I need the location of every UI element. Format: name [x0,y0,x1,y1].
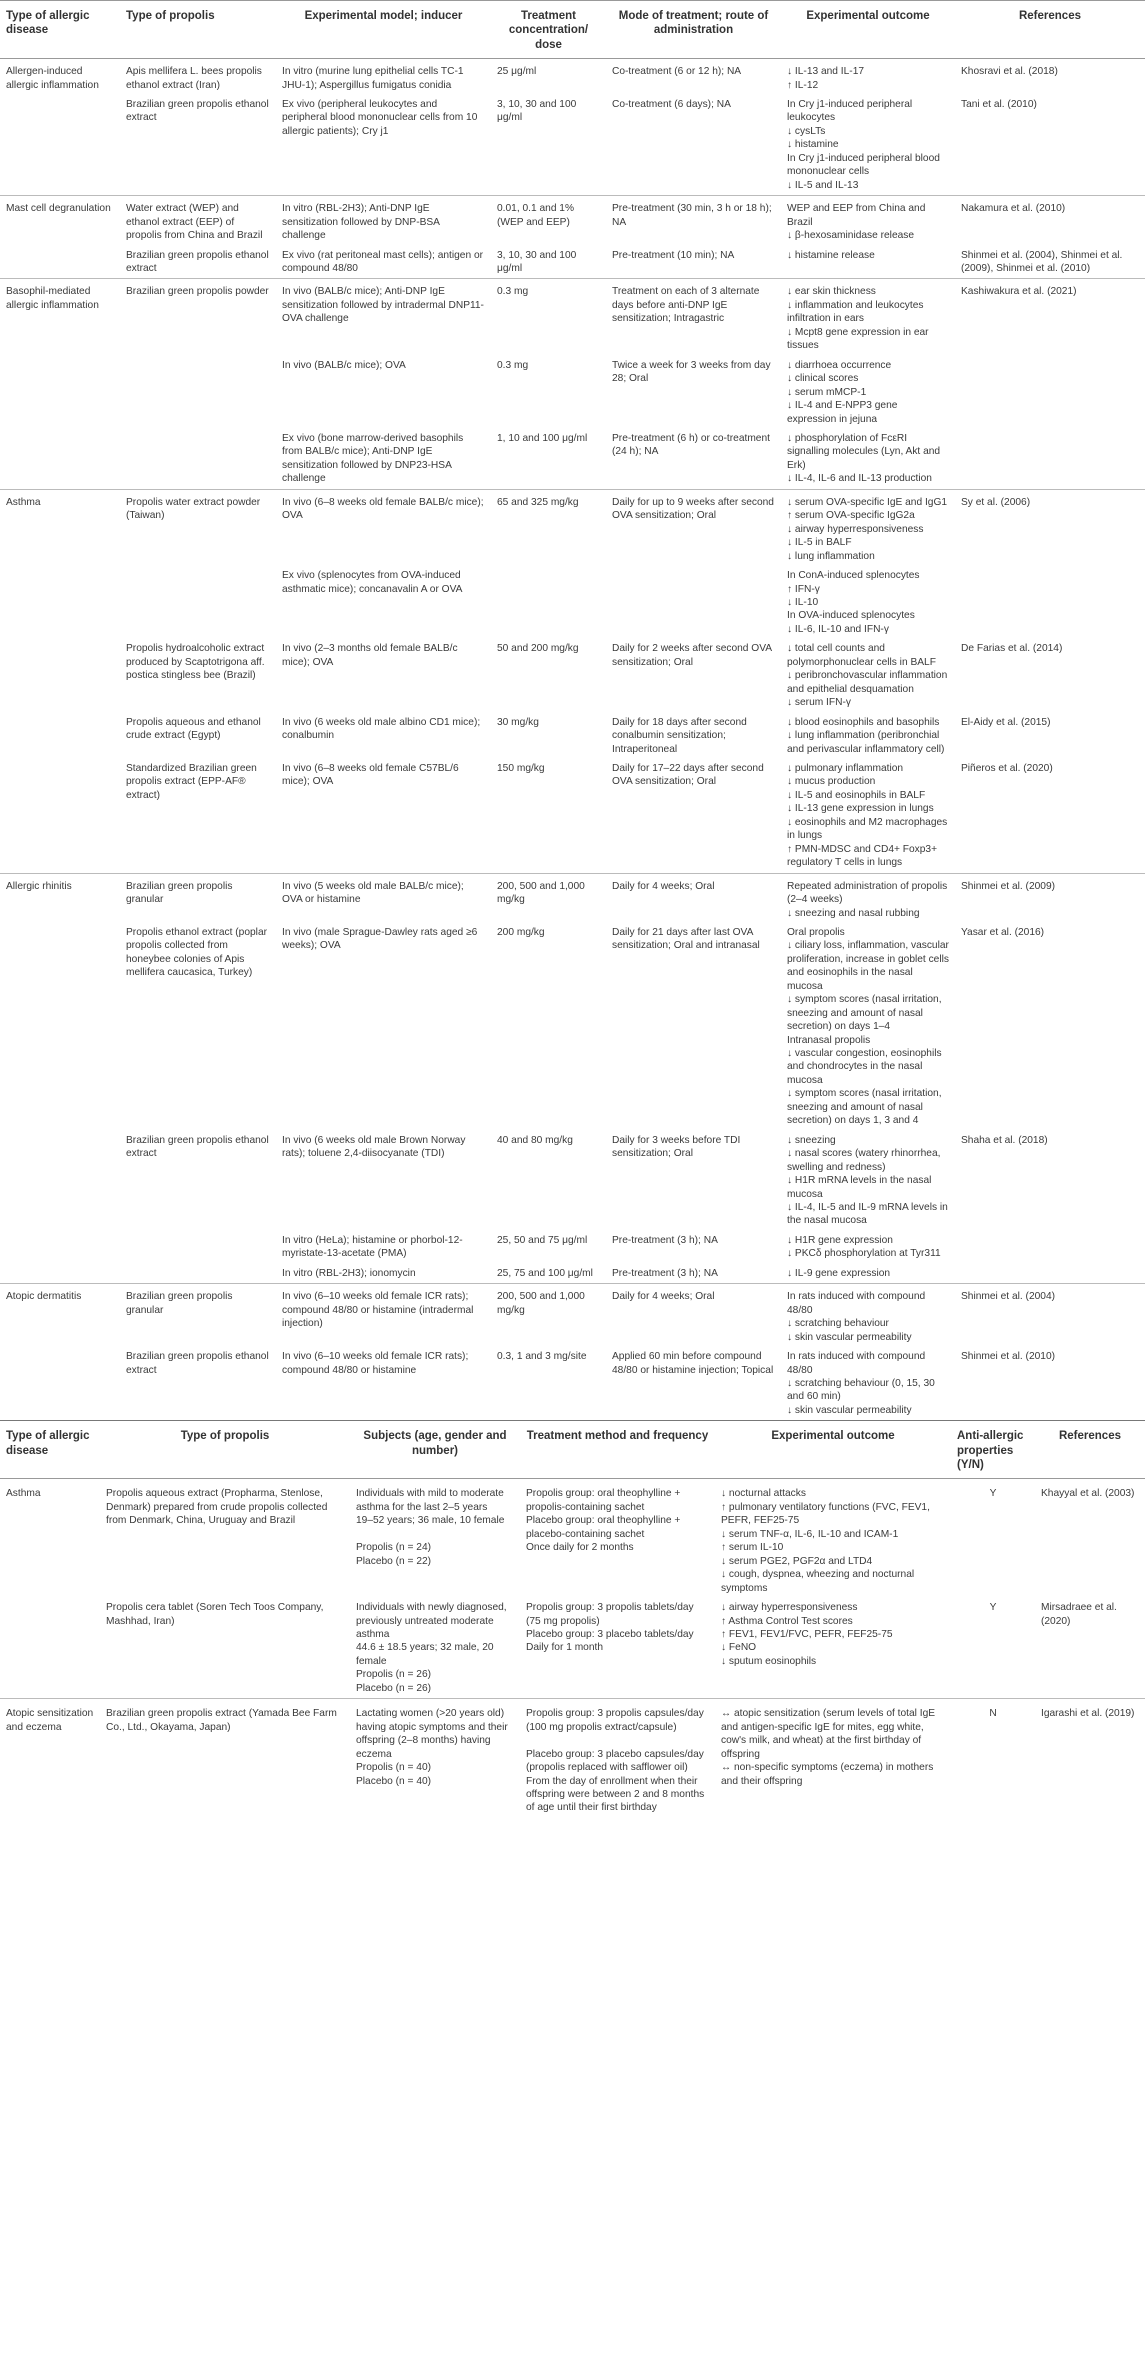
line-item: ↓ IL-4 and E-NPP3 gene expression in jejuna [787,400,898,425]
line-item: ↓ blood eosinophils and basophils [787,716,940,728]
line-item: ↓ IL-6, IL-10 and IFN-γ [787,623,889,635]
cell-dose: 0.3 mg [491,279,606,356]
cell-reference: Mirsadraee et al. (2020) [1041,1602,1117,1627]
line-item: ↔ atopic sensitization (serum levels of total IgE and antigen-specific IgE for mites, egg white, cow's milk, and wheat) at the first birthday of offspring [721,1708,936,1760]
col-header-references: References [955,1,1145,59]
cell-propolis: Propolis water extract powder (Taiwan) [120,489,276,566]
table-row [0,1598,1145,1699]
table-row [0,923,1145,1131]
cell-mode: Daily for 3 weeks before TDI sensitization; Oral [612,1134,741,1160]
table-header-row [0,1,1145,59]
cell-model: Ex vivo (splenocytes from OVA-induced asthmatic mice); concanavalin A or OVA [282,570,463,595]
cell-disease: Allergen-induced allergic inflammation [0,59,120,95]
line-item: ↓ serum mMCP-1 [787,386,867,398]
cell-disease [0,1347,120,1420]
line-item: ↓ mucus production [787,776,876,788]
cell-disease [0,246,120,279]
cell-model: In vivo (6–10 weeks old female ICR rats); compound 48/80 or histamine [282,1351,469,1376]
line-item: From the day of enrollment when their offspring were between 2 and 8 months of age until their first birthday [526,1775,705,1814]
table-row [0,1231,1145,1264]
cell-outcome [781,59,955,95]
line-item: ↓ sputum eosinophils [721,1655,817,1667]
cell-anti-allergic: Y [951,1479,1035,1598]
cell-model: Ex vivo (bone marrow-derived basophils from BALB/c mice); Anti-DNP IgE sensitization followed by DNP23-HSA challenge [282,433,464,485]
col-header-outcome: Experimental outcome [781,1,955,59]
line-item: ↑ IFN-γ [787,583,820,595]
cell-dose: 50 and 200 mg/kg [497,643,579,655]
line-item: ↔ non-specific symptoms (eczema) in mothers and their offspring [721,1762,934,1787]
cell-dose: 0.01, 0.1 and 1% (WEP and EEP) [491,196,606,246]
table-row [0,429,1145,489]
cell-dose: 150 mg/kg [497,762,545,774]
line-item: ↓ serum OVA-specific IgE and IgG1 [787,496,948,508]
cell-reference [955,356,1145,429]
cell-reference: De Farias et al. (2014) [961,643,1063,655]
col-header-propolis: Type of propolis [120,1,276,59]
cell-dose: 200 mg/kg [497,926,545,938]
line-item: Individuals with mild to moderate asthma for the last 2–5 years [356,1488,504,1513]
cell-reference [955,1264,1145,1284]
line-item: ↓ serum PGE2, PGF2α and LTD4 [721,1555,873,1567]
line-item: Placebo group: 3 placebo tablets/day [526,1629,694,1641]
line-item: ↓ IL-4, IL-5 and IL-9 mRNA levels in the nasal mucosa [787,1202,948,1227]
line-item: ↓ pulmonary inflammation [787,762,904,774]
line-item: ↓ serum TNF-α, IL-6, IL-10 and ICAM-1 [721,1528,899,1540]
line-item: ↓ H1R mRNA levels in the nasal mucosa [787,1175,932,1200]
cell-dose: 3, 10, 30 and 100 μg/ml [497,249,577,275]
col-header-dose: Treatment concentration/ dose [491,1,606,59]
cell-outcome [781,1231,955,1264]
line-item: Propolis group: 3 propolis tablets/day (75 mg propolis) [526,1602,694,1627]
line-item: ↓ IL-13 and IL-17 [787,66,865,78]
cell-model: In vivo (2–3 months old female BALB/c mice); OVA [282,643,458,668]
line-item: Placebo group: oral theophylline + placebo-containing sachet [526,1515,681,1540]
cell-mode: Pre-treatment (10 min); NA [612,249,735,261]
line-item: In rats induced with compound 48/80 [787,1291,926,1316]
cell-dose: 0.3 mg [497,359,529,371]
cell-disease [0,95,120,196]
cell-outcome [715,1598,951,1699]
cell-outcome [781,713,955,759]
line-item: ↓ β-hexosaminidase release [787,230,915,242]
cell-mode: Co-treatment (6 or 12 h); NA [606,59,781,95]
line-item: Oral propolis [787,926,845,938]
line-item: ↓ skin vascular permeability [787,1331,912,1343]
line-item: ↓ IL-4, IL-6 and IL-13 production [787,473,932,485]
cell-reference: Tani et al. (2010) [961,99,1037,111]
line-item: ↑ serum IL-10 [721,1542,784,1554]
cell-dose: 0.3, 1 and 3 mg/site [497,1351,587,1363]
cell-mode: Pre-treatment (3 h); NA [612,1267,718,1279]
col-header-disease: Type of allergic disease [0,1,120,59]
cell-dose: 1, 10 and 100 μg/ml [497,433,588,444]
cell-reference [955,429,1145,489]
line-item: In ConA-induced splenocytes [787,570,920,582]
line-item [526,1734,709,1747]
cell-reference: Shinmei et al. (2009) [955,873,1145,923]
col-header-references: References [1035,1421,1145,1479]
cell-model: In vitro (RBL-2H3); ionomycin [282,1267,416,1279]
cell-reference: Khayyal et al. (2003) [1035,1479,1145,1598]
cell-outcome [781,873,955,923]
cell-propolis: Brazilian green propolis ethanol extract [126,1134,269,1160]
line-item: Propolis (n = 40) [356,1762,432,1774]
cell-mode: Applied 60 min before compound 48/80 or histamine injection; Topical [612,1351,774,1376]
cell-mode: Daily for up to 9 weeks after second OVA sensitization; Oral [606,489,781,566]
cell-model: In vitro (HeLa); histamine or phorbol-12-myristate-13-acetate (PMA) [282,1234,463,1260]
cell-propolis: Brazilian green propolis granular [120,873,276,923]
cell-outcome [781,1264,955,1284]
cell-mode: Daily for 17–22 days after second OVA sensitization; Oral [612,762,764,788]
table-header-row [0,1421,1145,1479]
line-item: In Cry j1-induced peripheral leukocytes [787,99,913,124]
cell-reference: Shinmei et al. (2004), Shinmei et al. (2009), Shinmei et al. (2010) [961,249,1123,275]
line-item: ↓ airway hyperresponsiveness [787,523,924,535]
cell-reference: Piñeros et al. (2020) [961,762,1053,774]
cell-reference: Kashiwakura et al. (2021) [955,279,1145,356]
cell-reference: El-Aidy et al. (2015) [961,716,1051,728]
cell-dose: 200, 500 and 1,000 mg/kg [491,873,606,923]
cell-model: In vivo (6–8 weeks old female C57BL/6 mice); OVA [282,762,459,788]
line-item: Repeated administration of propolis (2–4 weeks) [787,880,948,906]
cell-mode: Pre-treatment (30 min, 3 h or 18 h); NA [606,196,781,246]
cell-reference: Yasar et al. (2016) [961,926,1045,938]
cell-disease [0,1231,120,1264]
cell-outcome [781,923,955,1131]
line-item: ↓ nocturnal attacks [721,1488,806,1500]
col-header-subjects: Subjects (age, gender and number) [350,1421,520,1479]
cell-mode: Treatment on each of 3 alternate days before anti-DNP IgE sensitization; Intragastric [606,279,781,356]
table-row [0,759,1145,873]
line-item: Individuals with newly diagnosed, previously untreated moderate asthma [356,1602,507,1641]
line-item [356,1528,514,1541]
cell-subjects [350,1479,520,1598]
cell-model: In vivo (6 weeks old male albino CD1 mice); conalbumin [282,716,481,742]
cell-model: In vivo (6–8 weeks old female BALB/c mice); OVA [276,489,491,566]
cell-treatment [520,1699,715,1818]
cell-disease [0,566,120,639]
col-header-propolis: Type of propolis [100,1421,350,1479]
line-item: In Cry j1-induced peripheral blood mononuclear cells [787,152,940,178]
cell-propolis [120,1231,276,1264]
cell-disease: Atopic sensitization and eczema [0,1699,100,1818]
cell-model: In vivo (5 weeks old male BALB/c mice); OVA or histamine [276,873,491,923]
cell-disease [0,356,120,429]
line-item: ↓ ciliary loss, inflammation, vascular proliferation, increase in goblet cells and eosinophils in the nasal mucosa [787,940,949,992]
table-row [0,1347,1145,1420]
col-header-treatment: Treatment method and frequency [520,1421,715,1479]
cell-outcome [781,429,955,489]
cell-outcome [781,279,955,356]
line-item: ↓ histamine [787,139,839,151]
cell-outcome [781,95,955,196]
line-item: Daily for 1 month [526,1642,604,1654]
line-item: ↑ PMN-MDSC and CD4+ Foxp3+ regulatory T cells in lungs [787,843,938,869]
table-row [0,246,1145,279]
line-item: ↓ inflammation and leukocytes infiltration in ears [787,299,924,325]
cell-outcome [781,489,955,566]
col-header-disease: Type of allergic disease [0,1421,100,1479]
line-item: Propolis (n = 26) [356,1669,432,1681]
cell-propolis: Water extract (WEP) and ethanol extract (EEP) of propolis from China and Brazil [120,196,276,246]
cell-dose: 25, 75 and 100 μg/ml [497,1267,593,1279]
cell-outcome [781,759,955,873]
line-item: ↓ sneezing and nasal rubbing [787,907,920,919]
cell-mode: Daily for 21 days after last OVA sensitization; Oral and intranasal [612,926,760,952]
line-item: ↑ FEV1, FEV1/FVC, PEFR, FEF25-75 [721,1629,893,1641]
cell-propolis: Standardized Brazilian green propolis extract (EPP-AF® extract) [126,762,257,801]
table-body [0,1479,1145,1818]
line-item: ↓ histamine release [787,249,875,261]
cell-model: In vitro (murine lung epithelial cells TC-1 JHU-1); Aspergillus fumigatus conidia [276,59,491,95]
cell-propolis: Propolis aqueous extract (Propharma, Stenlose, Denmark) prepared from crude propolis collected from Denmark, China, Uruguay and Brazil [100,1479,350,1598]
table-row [0,566,1145,639]
line-item: 44.6 ± 18.5 years; 32 male, 20 female [356,1642,494,1667]
cell-outcome [781,1284,955,1347]
line-item: ↑ pulmonary ventilatory functions (FVC, FEV1, PEFR, FEF25-75 [721,1501,930,1527]
cell-disease [0,713,120,759]
cell-propolis: Apis mellifera L. bees propolis ethanol extract (Iran) [120,59,276,95]
table-clinical-studies [0,1420,1145,1818]
cell-outcome [781,1347,955,1420]
col-header-model: Experimental model; inducer [276,1,491,59]
cell-subjects [350,1598,520,1699]
col-header-mode: Mode of treatment; route of administration [606,1,781,59]
cell-outcome [781,196,955,246]
line-item: 19–52 years; 36 male, 10 female [356,1515,505,1527]
line-item: ↓ IL-9 gene expression [787,1267,891,1279]
cell-mode: Daily for 18 days after second conalbumin sensitization; Intraperitoneal [612,716,747,755]
cell-reference: Nakamura et al. (2010) [955,196,1145,246]
table-row [0,95,1145,196]
cell-mode: Daily for 4 weeks; Oral [606,1284,781,1347]
table-row [0,356,1145,429]
cell-outcome [781,566,955,639]
cell-disease: Asthma [0,1479,100,1598]
line-item: ↓ skin vascular permeability [787,1404,912,1416]
cell-reference: Shaha et al. (2018) [961,1134,1048,1146]
line-item: ↓ lung inflammation (peribronchial and perivascular inflammatory cell) [787,730,945,755]
cell-propolis [120,1264,276,1284]
line-item: ↓ scratching behaviour [787,1318,889,1330]
cell-disease [0,1598,100,1699]
table-row [0,489,1145,566]
cell-dose: 25 μg/ml [491,59,606,95]
cell-propolis: Propolis ethanol extract (poplar propolis collected from honeybee colonies of Apis mellifera caucasica, Turkey) [126,926,268,979]
table-row [0,1284,1145,1347]
cell-propolis: Brazilian green propolis ethanol extract [126,99,269,124]
cell-propolis [120,356,276,429]
table-row [0,713,1145,759]
cell-propolis: Propolis aqueous and ethanol crude extract (Egypt) [126,716,261,742]
line-item: In rats induced with compound 48/80 [787,1351,926,1376]
cell-outcome [715,1479,951,1598]
cell-reference [955,1231,1145,1264]
table-row [0,1131,1145,1231]
cell-propolis: Brazilian green propolis ethanol extract [126,249,269,275]
cell-mode: Co-treatment (6 days); NA [612,99,731,111]
cell-treatment [520,1479,715,1598]
cell-model: In vitro (RBL-2H3); Anti-DNP IgE sensitization followed by DNP-BSA challenge [276,196,491,246]
cell-propolis: Brazilian green propolis powder [120,279,276,356]
cell-disease: Atopic dermatitis [0,1284,120,1347]
line-item: ↓ total cell counts and polymorphonuclear cells in BALF [787,643,936,668]
cell-mode: Daily for 4 weeks; Oral [606,873,781,923]
col-header-anti-allergic: Anti-allergic properties (Y/N) [951,1421,1035,1479]
line-item: ↓ lung inflammation [787,550,875,562]
cell-disease: Mast cell degranulation [0,196,120,246]
table-row [0,279,1145,356]
table-row [0,196,1145,246]
cell-outcome [781,356,955,429]
line-item: Lactating women (>20 years old) having atopic symptoms and their offspring (2–8 months) having eczema [356,1708,508,1760]
cell-mode: Daily for 2 weeks after second OVA sensitization; Oral [612,643,772,668]
cell-model: In vivo (BALB/c mice); Anti-DNP IgE sensitization followed by intradermal DNP11-OVA challenge [276,279,491,356]
table-row [0,1479,1145,1598]
cell-outcome [781,246,955,279]
col-header-outcome: Experimental outcome [715,1421,951,1479]
line-item: ↓ eosinophils and M2 macrophages in lungs [787,816,948,842]
cell-anti-allergic: N [951,1699,1035,1818]
cell-reference: Khosravi et al. (2018) [955,59,1145,95]
cell-propolis: Brazilian green propolis granular [120,1284,276,1347]
cell-dose: 30 mg/kg [497,716,539,728]
cell-outcome [781,1131,955,1231]
cell-model: In vivo (BALB/c mice); OVA [282,359,406,371]
line-item: ↓ ear skin thickness [787,286,876,298]
table-row [0,639,1145,712]
cell-model: Ex vivo (peripheral leukocytes and peripheral blood mononuclear cells from 10 allergic patients); Cry j1 [282,99,478,137]
line-item: Placebo (n = 40) [356,1775,432,1787]
cell-outcome [715,1699,951,1818]
cell-mode: Pre-treatment (6 h) or co-treatment (24 h); NA [612,433,770,458]
line-item: ↓ Mcpt8 gene expression in ear tissues [787,326,929,352]
line-item: In OVA-induced splenocytes [787,610,915,622]
cell-disease [0,429,120,489]
line-item: ↓ IL-5 and eosinophils in BALF [787,789,926,801]
cell-mode [606,566,781,639]
line-item: ↓ serum IFN-γ [787,697,851,709]
cell-dose [491,566,606,639]
line-item: ↓ cysLTs [787,125,826,137]
line-item: ↓ phosphorylation of FcεRI signalling molecules (Lyn, Akt and Erk) [787,433,941,471]
line-item: Placebo group: 3 placebo capsules/day (propolis replaced with safflower oil) [526,1748,704,1774]
line-item: ↓ symptom scores (nasal irritation, sneezing and amount of nasal secretion) on days 1, 3 and 4 [787,1088,942,1127]
line-item: ↓ scratching behaviour (0, 15, 30 and 60 min) [787,1378,935,1403]
table-row [0,1264,1145,1284]
cell-reference: Sy et al. (2006) [955,489,1145,566]
cell-model: In vivo (male Sprague-Dawley rats aged ≥6 weeks); OVA [282,926,478,952]
cell-anti-allergic: Y [989,1602,997,1614]
line-item: Placebo (n = 22) [356,1555,432,1567]
line-item: Intranasal propolis [787,1034,871,1046]
cell-reference: Shinmei et al. (2010) [961,1351,1056,1363]
cell-disease [0,639,120,712]
line-item: ↑ serum OVA-specific IgG2a [787,510,915,522]
line-item: Propolis group: 3 propolis capsules/day (100 mg propolis extract/capsule) [526,1708,704,1733]
cell-disease: Basophil-mediated allergic inflammation [0,279,120,356]
cell-disease [0,1264,120,1284]
cell-propolis: Propolis hydroalcoholic extract produced by Scaptotrigona aff. postica stingless bee (Brazil) [126,643,265,682]
line-item: ↓ IL-13 gene expression in lungs [787,803,934,815]
cell-treatment [520,1598,715,1699]
line-item: ↓ H1R gene expression [787,1234,893,1246]
cell-dose: 200, 500 and 1,000 mg/kg [491,1284,606,1347]
cell-disease [0,1131,120,1231]
cell-propolis: Propolis cera tablet (Soren Tech Toos Company, Mashhad, Iran) [106,1602,324,1627]
line-item: ↓ sneezing [787,1134,836,1146]
line-item: ↓ cough, dyspnea, wheezing and nocturnal symptoms [721,1569,915,1594]
line-item: ↓ peribronchovascular inflammation and epithelial desquamation [787,670,948,695]
line-item: ↓ symptom scores (nasal irritation, sneezing and amount of nasal secretion) on days 1–4 [787,994,942,1033]
cell-propolis: Brazilian green propolis extract (Yamada Bee Farm Co., Ltd., Okayama, Japan) [100,1699,350,1818]
line-item: Once daily for 2 months [526,1542,634,1554]
line-item: ↓ vascular congestion, eosinophils and chondrocytes in the nasal mucosa [787,1048,942,1086]
table-row [0,873,1145,923]
cell-disease: Allergic rhinitis [0,873,120,923]
cell-disease: Asthma [0,489,120,566]
cell-disease [0,759,120,873]
cell-dose: 25, 50 and 75 μg/ml [497,1234,588,1246]
line-item: ↑ IL-12 [787,79,819,91]
line-item: Propolis group: oral theophylline + propolis-containing sachet [526,1488,681,1513]
table-body [0,59,1145,1421]
line-item: ↓ IL-5 and IL-13 [787,179,859,191]
cell-mode: Pre-treatment (3 h); NA [612,1234,718,1246]
cell-model: In vivo (6 weeks old male Brown Norway rats); toluene 2,4-diisocyanate (TDI) [282,1134,466,1160]
line-item: ↓ nasal scores (watery rhinorrhea, swelling and redness) [787,1148,941,1173]
line-item: ↑ Asthma Control Test scores [721,1615,853,1627]
table-row [0,59,1145,95]
line-item: ↓ IL-10 [787,596,819,608]
line-item: ↓ PKCδ phosphorylation at Tyr311 [787,1248,941,1260]
cell-mode: Twice a week for 3 weeks from day 28; Oral [612,359,771,385]
line-item: Placebo (n = 26) [356,1682,432,1694]
cell-reference [955,566,1145,639]
cell-propolis [120,429,276,489]
line-item: ↓ FeNO [721,1642,757,1654]
cell-outcome [781,639,955,712]
cell-dose: 3, 10, 30 and 100 μg/ml [497,99,577,124]
cell-propolis: Brazilian green propolis ethanol extract [126,1351,269,1376]
cell-disease [0,923,120,1131]
line-item: ↓ clinical scores [787,373,859,385]
line-item: ↓ airway hyperresponsiveness [721,1602,858,1614]
cell-model: In vivo (6–10 weeks old female ICR rats); compound 48/80 or histamine (intradermal injection) [276,1284,491,1347]
cell-propolis [120,566,276,639]
line-item: Propolis (n = 24) [356,1542,432,1554]
cell-reference: Igarashi et al. (2019) [1035,1699,1145,1818]
cell-reference: Shinmei et al. (2004) [955,1284,1145,1347]
cell-model: Ex vivo (rat peritoneal mast cells); antigen or compound 48/80 [282,249,484,275]
line-item: ↓ diarrhoea occurrence [787,359,892,371]
line-item: ↓ IL-5 in BALF [787,537,852,549]
table-row [0,1699,1145,1818]
cell-dose: 40 and 80 mg/kg [497,1134,573,1146]
line-item: WEP and EEP from China and Brazil [787,203,926,228]
cell-subjects [350,1699,520,1818]
cell-dose: 65 and 325 mg/kg [491,489,606,566]
